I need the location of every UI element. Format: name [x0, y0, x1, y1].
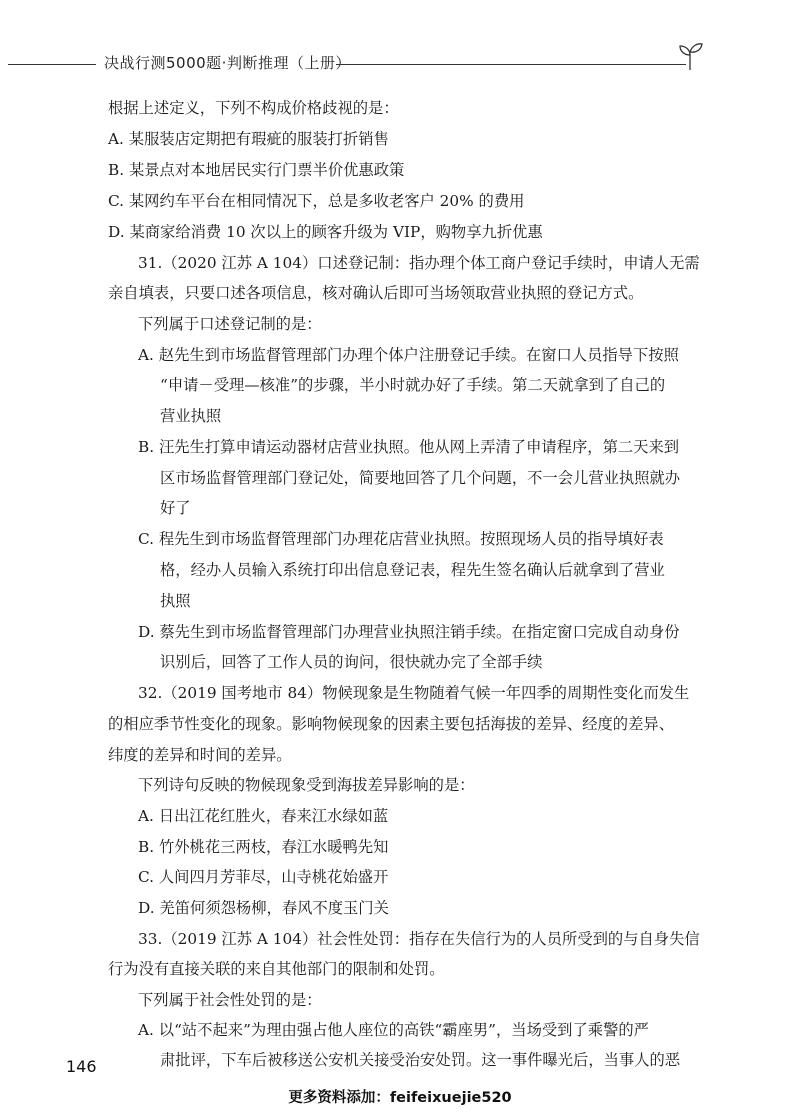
option-d: D. 羌笛何须怨杨柳，春风不度玉门关 [138, 899, 389, 917]
option-a: A. 某服装店定期把有瑕疵的服装打折销售 [108, 130, 389, 148]
option-b: B. 竹外桃花三两枝，春江水暖鸭先知 [138, 838, 389, 856]
page-number: 146 [66, 1057, 97, 1076]
option-a-continued: 营业执照 [160, 407, 222, 425]
option-c: C. 程先生到市场监督管理部门办理花店营业执照。按照现场人员的指导填好表 [138, 530, 664, 548]
option-b-continued: 区市场监督管理部门登记处，简要地回答了几个问题，不一会儿营业执照就办 [160, 469, 681, 487]
footer-note: 更多资料添加：feifeixuejie520 [288, 1090, 512, 1106]
question-33-stem: 33.（2019 江苏 A 104）社会性处罚：指存在失信行为的人员所受到的与自身失信 [138, 930, 700, 948]
option-c: C. 人间四月芳菲尽，山寺桃花始盛开 [138, 868, 389, 886]
option-b-continued: 好了 [160, 499, 191, 517]
option-c-continued: 执照 [160, 592, 191, 610]
option-a-continued: 肃批评，下车后被移送公安机关接受治安处罚。这一事件曝光后，当事人的恶 [160, 1051, 681, 1069]
question-33-prompt: 下列属于社会性处罚的是： [138, 991, 322, 1009]
option-a: A. 赵先生到市场监督管理部门办理个体户注册登记手续。在窗口人员指导下按照 [138, 346, 679, 364]
question-31-stem: 亲自填表，只要口述各项信息，核对确认后即可当场领取营业执照的登记方式。 [108, 284, 644, 302]
option-c-continued: 格，经办人员输入系统打印出信息登记表，程先生签名确认后就拿到了营业 [160, 561, 665, 579]
option-c: C. 某网约车平台在相同情况下，总是多收老客户 20% 的费用 [108, 192, 525, 210]
option-d-continued: 识别后，回答了工作人员的询问，很快就办完了全部手续 [160, 653, 543, 671]
question-32-prompt: 下列诗句反映的物候现象受到海拔差异影响的是： [138, 776, 475, 794]
option-d: D. 蔡先生到市场监督管理部门办理营业执照注销手续。在指定窗口完成自动身份 [138, 623, 680, 641]
question-intro: 根据上述定义，下列不构成价格歧视的是： [108, 99, 399, 117]
option-d: D. 某商家给消费 10 次以上的顾客升级为 VIP，购物享九折优惠 [108, 223, 543, 241]
question-32-stem: 32.（2019 国考地市 84）物候现象是生物随着气候一年四季的周期性变化而发生 [138, 684, 690, 702]
question-31-prompt: 下列属于口述登记制的是： [138, 315, 322, 333]
question-31-stem: 31.（2020 江苏 A 104）口述登记制：指办理个体工商户登记手续时，申请人无需 [138, 254, 700, 272]
option-a-continued: “申请－受理—核准”的步骤，半小时就办好了手续。第二天就拿到了自己的 [160, 376, 666, 394]
option-b: B. 汪先生打算申请运动器材店营业执照。他从网上弄清了申请程序，第二天来到 [138, 438, 680, 456]
option-a: A. 日出江花红胜火，春来江水绿如蓝 [138, 807, 389, 825]
question-32-stem: 纬度的差异和时间的差异。 [108, 746, 292, 764]
option-b: B. 某景点对本地居民实行门票半价优惠政策 [108, 161, 405, 179]
option-a: A. 以“站不起来”为理由强占他人座位的高铁“霸座男”，当场受到了乘警的严 [138, 1021, 649, 1039]
question-32-stem: 的相应季节性变化的现象。影响物候现象的因素主要包括海拔的差异、经度的差异、 [108, 715, 674, 733]
header-title: 决战行测5000题·判断推理（上册） [104, 54, 351, 72]
question-33-stem: 行为没有直接关联的来自其他部门的限制和处罚。 [108, 960, 445, 978]
